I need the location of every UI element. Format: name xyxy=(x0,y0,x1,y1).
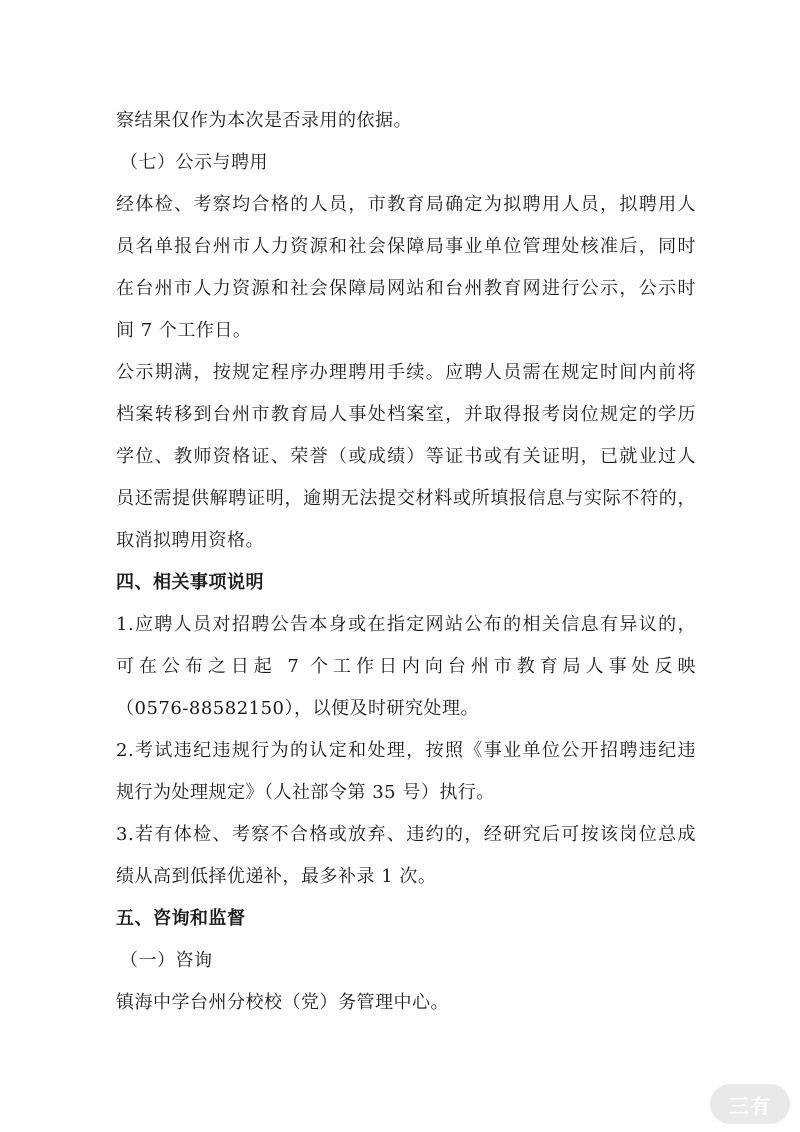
watermark-badge: 三有 xyxy=(710,1084,790,1124)
text-line: 员还需提供解聘证明，逾期无法提交材料或所填报信息与实际不符的， xyxy=(116,488,696,509)
text-line: 间 7 个工作日。 xyxy=(116,320,252,341)
section-heading: 五、咨询和监督 xyxy=(116,908,246,929)
text-line: 取消拟聘用资格。 xyxy=(116,530,264,551)
text-line: 2.考试违纪违规行为的认定和处理，按照《事业单位公开招聘违纪违 xyxy=(116,740,696,761)
text-line: 在台州市人力资源和社会保障局网站和台州教育网进行公示，公示时 xyxy=(116,278,696,299)
text-line: 档案转移到台州市教育局人事处档案室，并取得报考岗位规定的学历 xyxy=(116,404,696,425)
section-subheading: （七）公示与聘用 xyxy=(120,152,268,173)
text-line: 绩从高到低择优递补，最多补录 1 次。 xyxy=(116,866,437,887)
document-page xyxy=(116,100,696,1024)
text-line: 3.若有体检、考察不合格或放弃、违约的，经研究后可按该岗位总成 xyxy=(116,824,696,845)
text-line: 学位、教师资格证、荣誉（或成绩）等证书或有关证明，已就业过人 xyxy=(116,446,696,467)
text-line: 经体检、考察均合格的人员，市教育局确定为拟聘用人员，拟聘用人 xyxy=(116,194,696,215)
text-line: 规行为处理规定》（人社部令第 35 号）执行。 xyxy=(116,782,495,803)
text-line: 镇海中学台州分校校（党）务管理中心。 xyxy=(116,992,449,1013)
text-line: 员名单报台州市人力资源和社会保障局事业单位管理处核准后，同时 xyxy=(116,236,696,257)
text-line: 察结果仅作为本次是否录用的依据。 xyxy=(116,110,412,131)
text-line: 1.应聘人员对招聘公告本身或在指定网站公布的相关信息有异议的， xyxy=(116,614,696,635)
section-heading: 四、相关事项说明 xyxy=(116,572,264,593)
text-line: 公示期满，按规定程序办理聘用手续。应聘人员需在规定时间内前将 xyxy=(116,362,696,383)
text-line: （0576-88582150），以便及时研究处理。 xyxy=(116,698,480,719)
section-subheading: （一）咨询 xyxy=(120,950,213,971)
text-line: 可在公布之日起 7 个工作日内向台州市教育局人事处反映 xyxy=(116,656,696,677)
